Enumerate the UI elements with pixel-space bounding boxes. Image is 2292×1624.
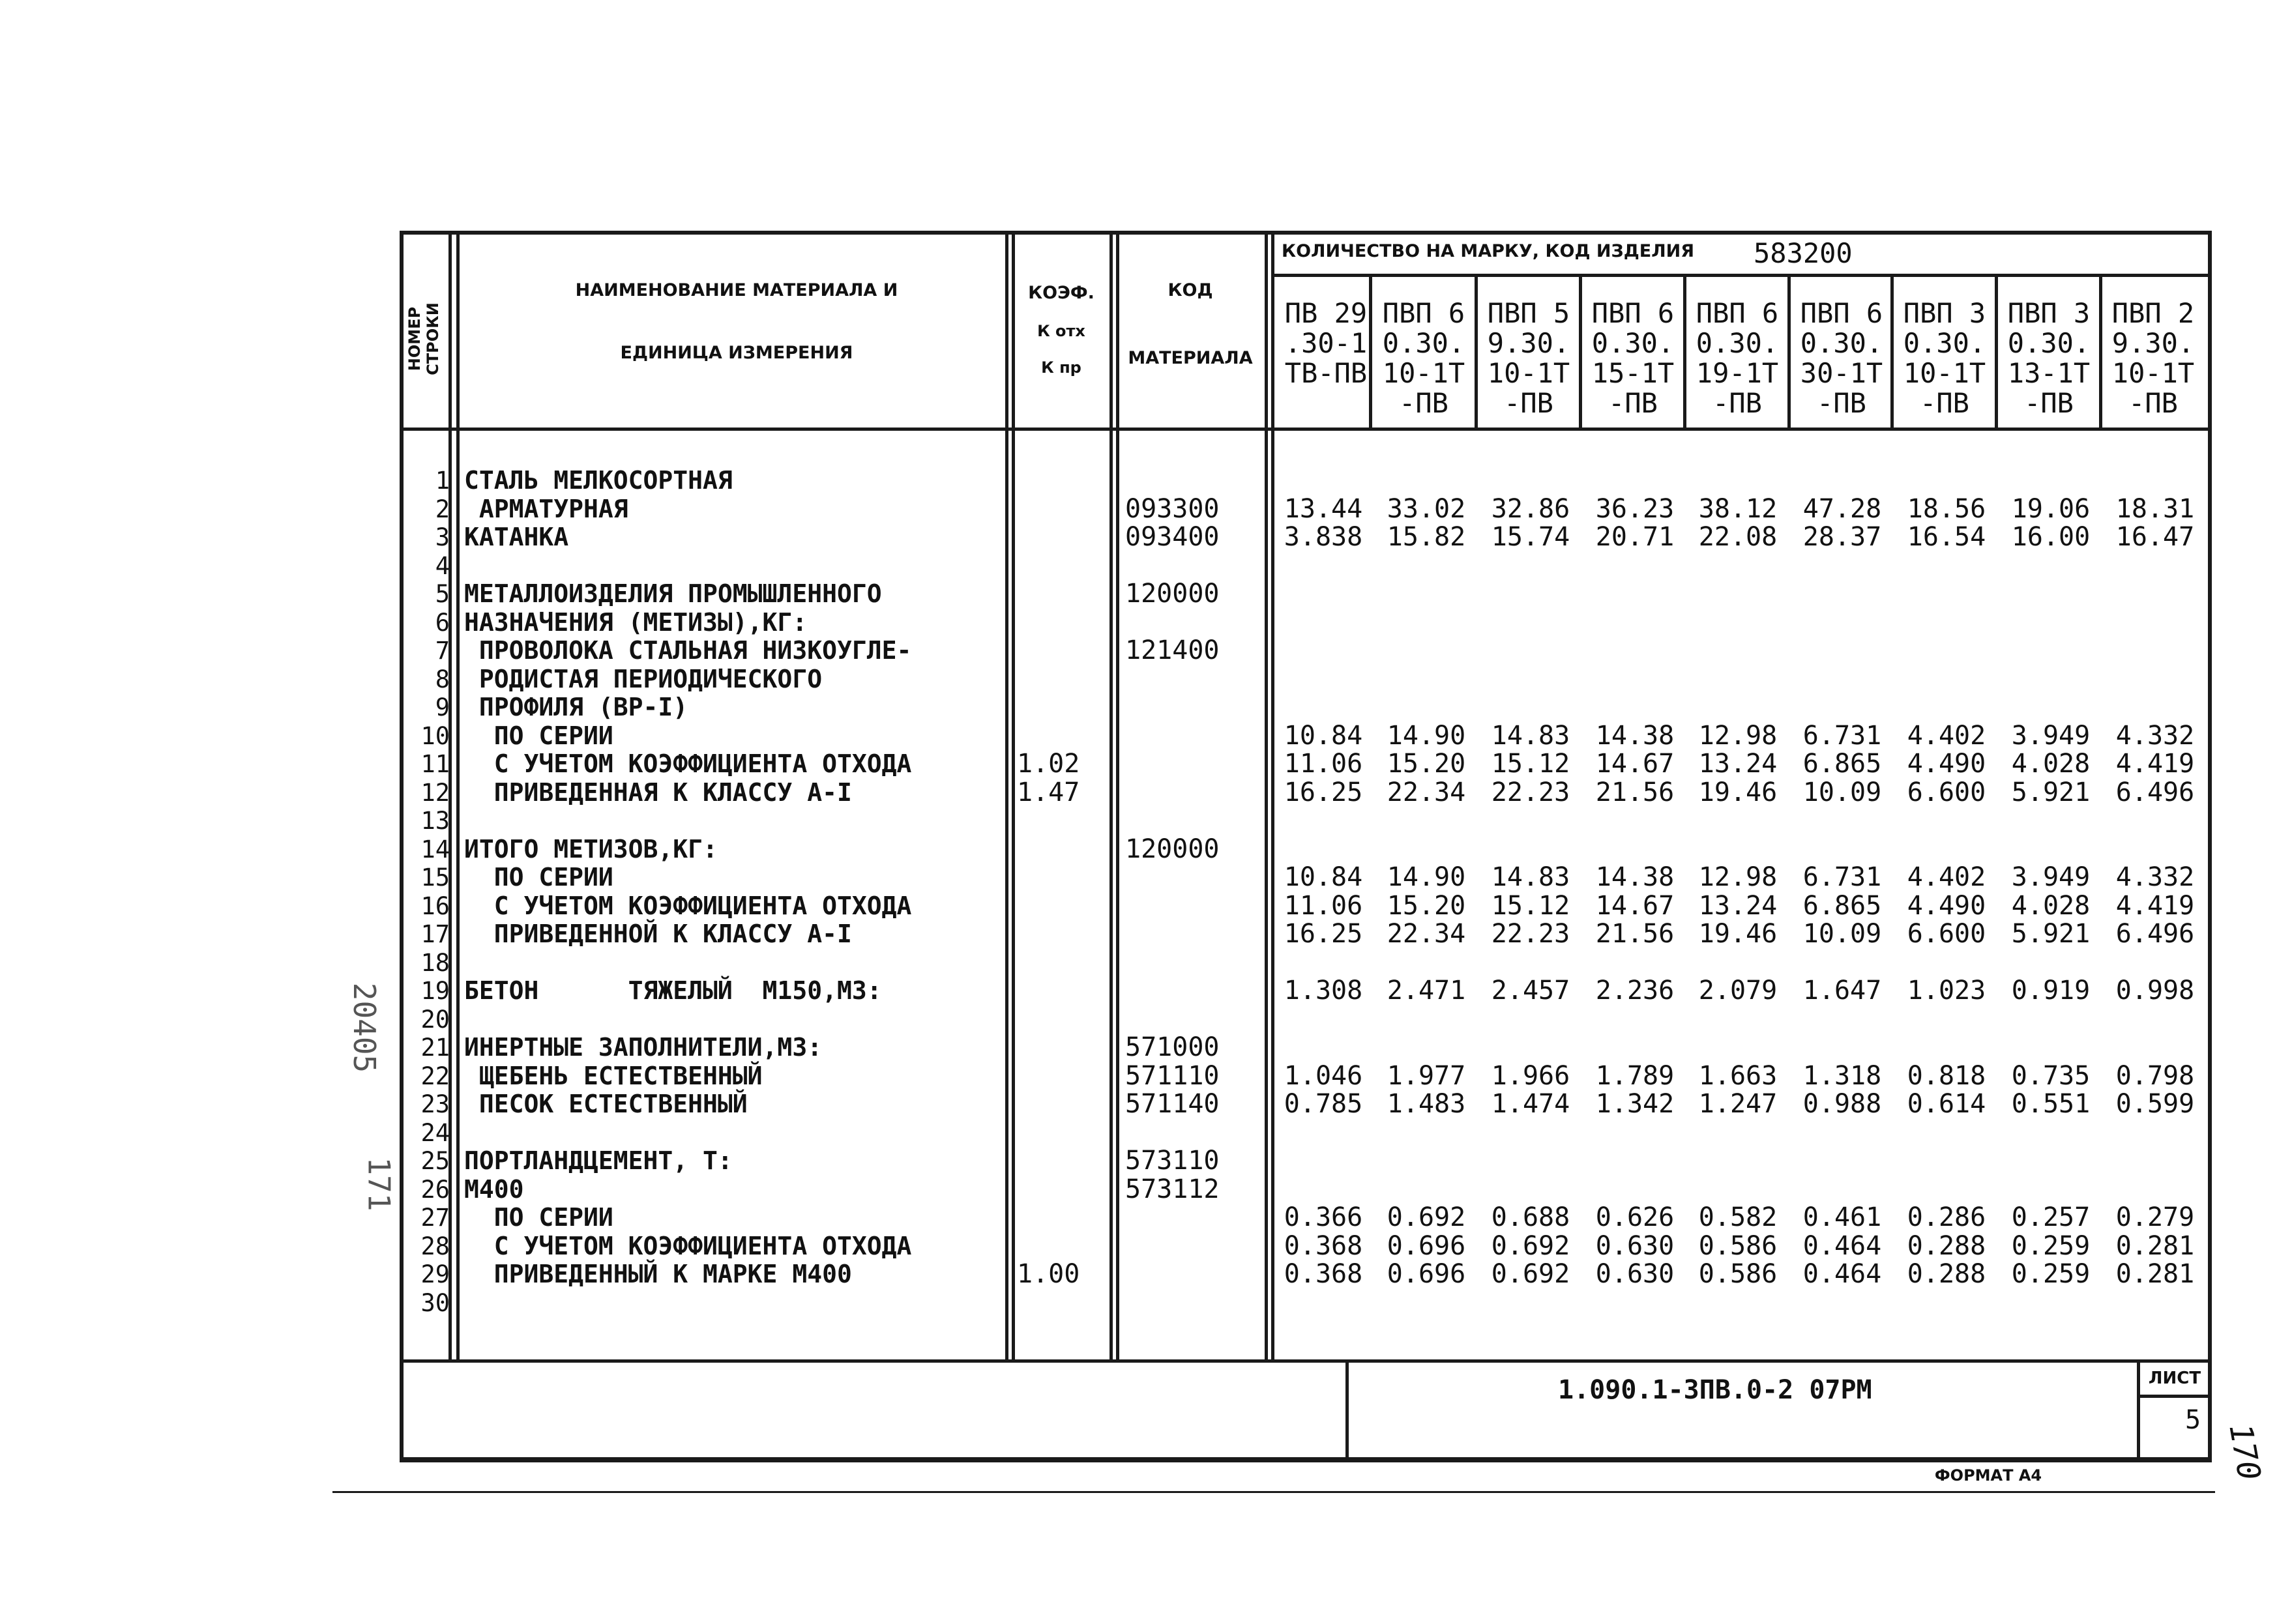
quantity-value: 4.402	[1907, 720, 1986, 751]
format-label: ФОРМАТ А4	[1934, 1466, 2042, 1485]
quantity-value: 12.98	[1698, 720, 1778, 751]
quantity-value: 10.09	[1802, 919, 1882, 949]
sheet-label: ЛИСТ	[2148, 1369, 2201, 1388]
quantity-value: 13.24	[1698, 890, 1778, 921]
quantity-value: 21.56	[1595, 919, 1675, 949]
coef-header-line1: КОЭФ.	[1028, 283, 1095, 303]
material-name: НАЗНАЧЕНИЯ (МЕТИЗЫ),КГ:	[464, 607, 808, 637]
quantity-value: 22.23	[1491, 919, 1570, 949]
divider	[2137, 1395, 2212, 1398]
material-code: 573110	[1125, 1146, 1220, 1176]
quantity-title: КОЛИЧЕСТВО НА МАРКУ, КОД ИЗДЕЛИЯ	[1282, 241, 1695, 261]
product-code: 583200	[1754, 237, 1853, 269]
quantity-value: 0.259	[2011, 1259, 2091, 1289]
row-number: 15	[420, 863, 450, 892]
material-code: 120000	[1125, 579, 1220, 609]
row-number: 16	[420, 892, 450, 920]
quantity-value: 13.24	[1698, 749, 1778, 779]
quantity-value: 1.483	[1387, 1089, 1466, 1119]
quantity-value: 0.919	[2011, 976, 2091, 1006]
material-code: 571110	[1125, 1060, 1220, 1091]
quantity-value: 0.464	[1802, 1259, 1882, 1289]
quantity-value: 18.56	[1907, 493, 1986, 524]
quantity-value: 6.731	[1802, 720, 1882, 751]
coefficient: 1.47	[1017, 777, 1080, 807]
row-number: 30	[420, 1288, 450, 1317]
quantity-value: 33.02	[1387, 493, 1466, 524]
coefficient: 1.00	[1017, 1259, 1080, 1289]
material-name: М400	[464, 1174, 524, 1204]
mark-column-header: ПВП 3 0.30. 13-1Т -ПВ	[2007, 297, 2091, 419]
quantity-value: 21.56	[1595, 777, 1675, 807]
quantity-value: 0.286	[1907, 1202, 1986, 1232]
row-number: 14	[420, 835, 450, 863]
quantity-value: 0.692	[1491, 1259, 1570, 1289]
quantity-value: 0.586	[1698, 1230, 1778, 1261]
quantity-value: 1.977	[1387, 1060, 1466, 1091]
quantity-value: 1.789	[1595, 1060, 1675, 1091]
quantity-value: 1.342	[1595, 1089, 1675, 1119]
quantity-value: 0.735	[2011, 1060, 2091, 1091]
quantity-value: 16.00	[2011, 522, 2091, 552]
mark-column-header: ПВП 6 0.30. 30-1Т -ПВ	[1800, 297, 1883, 419]
name-header-line2: ЕДИНИЦА ИЗМЕРЕНИЯ	[620, 343, 853, 363]
row-number: 11	[420, 750, 450, 778]
quantity-value: 6.600	[1907, 919, 1986, 949]
quantity-value: 6.496	[2115, 919, 2195, 949]
quantity-value: 5.921	[2011, 919, 2091, 949]
row-number: 19	[420, 977, 450, 1005]
row-number: 24	[420, 1118, 450, 1147]
divider	[400, 428, 2212, 431]
quantity-value: 18.31	[2115, 493, 2195, 524]
quantity-value: 0.288	[1907, 1259, 1986, 1289]
quantity-value: 4.028	[2011, 749, 2091, 779]
material-name: ПРИВЕДЕННЫЙ К МАРКЕ М400	[464, 1260, 852, 1288]
quantity-value: 0.368	[1284, 1230, 1363, 1261]
quantity-value: 22.34	[1387, 919, 1466, 949]
row-number: 1	[435, 467, 450, 495]
row-number: 2	[435, 495, 450, 523]
material-code: 121400	[1125, 635, 1220, 665]
quantity-value: 47.28	[1802, 493, 1882, 524]
quantity-value: 38.12	[1698, 493, 1778, 524]
row-number: 25	[420, 1147, 450, 1175]
material-name: ИНЕРТНЫЕ ЗАПОЛНИТЕЛИ,М3:	[464, 1033, 823, 1062]
quantity-value: 16.25	[1284, 777, 1363, 807]
material-code: 571000	[1125, 1032, 1220, 1062]
quantity-value: 15.74	[1491, 522, 1570, 552]
quantity-value: 10.09	[1802, 777, 1882, 807]
material-name: ПО СЕРИИ	[464, 721, 613, 750]
quantity-value: 4.332	[2115, 720, 2195, 751]
material-name: ПЕСОК ЕСТЕСТВЕННЫЙ	[464, 1090, 748, 1118]
quantity-value: 0.586	[1698, 1259, 1778, 1289]
divider	[456, 231, 460, 1362]
material-code: 573112	[1125, 1174, 1220, 1204]
row-number: 7	[435, 637, 450, 665]
quantity-value: 14.38	[1595, 862, 1675, 892]
material-name: ИТОГО МЕТИЗОВ,КГ:	[464, 834, 718, 863]
material-code: 093300	[1125, 493, 1220, 524]
quantity-value: 15.12	[1491, 890, 1570, 921]
quantity-value: 19.46	[1698, 919, 1778, 949]
divider	[332, 1491, 2215, 1493]
material-name: ПРОФИЛЯ (ВР-I)	[464, 693, 688, 721]
quantity-value: 11.06	[1284, 890, 1363, 921]
code-header-line2: МАТЕРИАЛА	[1128, 348, 1253, 368]
quantity-value: 0.692	[1491, 1230, 1570, 1261]
quantity-value: 36.23	[1595, 493, 1675, 524]
material-name: БЕТОН ТЯЖЕЛЫЙ М150,М3:	[464, 976, 882, 1005]
corner-number: 170	[2222, 1421, 2268, 1483]
quantity-value: 16.25	[1284, 919, 1363, 949]
quantity-value: 4.332	[2115, 862, 2195, 892]
quantity-value: 0.785	[1284, 1089, 1363, 1119]
mark-column-header: ПВП 5 9.30. 10-1Т -ПВ	[1487, 297, 1570, 419]
quantity-value: 15.20	[1387, 749, 1466, 779]
row-number: 9	[435, 693, 450, 721]
quantity-value: 6.865	[1802, 749, 1882, 779]
quantity-value: 0.281	[2115, 1259, 2195, 1289]
quantity-value: 4.028	[2011, 890, 2091, 921]
quantity-value: 0.279	[2115, 1202, 2195, 1232]
row-number: 26	[420, 1175, 450, 1204]
quantity-value: 14.83	[1491, 720, 1570, 751]
row-number: 27	[420, 1204, 450, 1232]
quantity-value: 19.06	[2011, 493, 2091, 524]
quantity-value: 20.71	[1595, 522, 1675, 552]
divider	[1116, 231, 1119, 1362]
material-name: ПРИВЕДЕННОЙ К КЛАССУ А-I	[464, 920, 852, 948]
quantity-value: 0.630	[1595, 1230, 1675, 1261]
quantity-value: 6.865	[1802, 890, 1882, 921]
quantity-value: 1.318	[1802, 1060, 1882, 1091]
mark-column-header: ПВП 6 0.30. 10-1Т -ПВ	[1382, 297, 1465, 419]
quantity-value: 2.079	[1698, 976, 1778, 1006]
quantity-value: 14.90	[1387, 720, 1466, 751]
mark-column-header: ПВП 3 0.30. 10-1Т -ПВ	[1903, 297, 1986, 419]
row-number: 5	[435, 580, 450, 608]
quantity-value: 0.998	[2115, 976, 2195, 1006]
quantity-value: 19.46	[1698, 777, 1778, 807]
quantity-value: 15.20	[1387, 890, 1466, 921]
quantity-value: 10.84	[1284, 720, 1363, 751]
material-name: КАТАНКА	[464, 523, 569, 551]
quantity-value: 2.236	[1595, 976, 1675, 1006]
quantity-value: 1.308	[1284, 976, 1363, 1006]
name-header-line1: НАИМЕНОВАНИЕ МАТЕРИАЛА И	[575, 280, 898, 300]
quantity-value: 16.54	[1907, 522, 1986, 552]
quantity-value: 14.67	[1595, 749, 1675, 779]
row-number: 29	[420, 1260, 450, 1288]
quantity-value: 1.966	[1491, 1060, 1570, 1091]
quantity-value: 0.692	[1387, 1202, 1466, 1232]
quantity-value: 0.368	[1284, 1259, 1363, 1289]
quantity-value: 32.86	[1491, 493, 1570, 524]
quantity-value: 1.023	[1907, 976, 1986, 1006]
quantity-value: 14.67	[1595, 890, 1675, 921]
code-header-line1: КОД	[1168, 280, 1213, 300]
document-code: 1.090.1-3ПВ.0-2 07РМ	[1558, 1375, 1872, 1405]
quantity-value: 1.474	[1491, 1089, 1570, 1119]
material-name: С УЧЕТОМ КОЭФФИЦИЕНТА ОТХОДА	[464, 749, 912, 778]
row-number: 28	[420, 1232, 450, 1260]
material-name: СТАЛЬ МЕЛКОСОРТНАЯ	[464, 466, 733, 495]
quantity-value: 0.288	[1907, 1230, 1986, 1261]
quantity-value: 2.457	[1491, 976, 1570, 1006]
quantity-value: 22.34	[1387, 777, 1466, 807]
row-number: 23	[420, 1090, 450, 1118]
quantity-value: 0.688	[1491, 1202, 1570, 1232]
quantity-value: 12.98	[1698, 862, 1778, 892]
quantity-value: 22.23	[1491, 777, 1570, 807]
row-number-header: НОМЕР СТРОКИ	[405, 302, 442, 375]
divider	[1345, 1362, 1349, 1462]
coef-header-line2: К отх	[1037, 322, 1085, 340]
quantity-value: 4.402	[1907, 862, 1986, 892]
quantity-value: 14.38	[1595, 720, 1675, 751]
quantity-value: 0.257	[2011, 1202, 2091, 1232]
side-stamp: 171	[361, 1157, 397, 1211]
quantity-value: 5.921	[2011, 777, 2091, 807]
quantity-value: 6.496	[2115, 777, 2195, 807]
row-number: 10	[420, 721, 450, 750]
quantity-value: 11.06	[1284, 749, 1363, 779]
quantity-value: 0.582	[1698, 1202, 1778, 1232]
quantity-value: 6.731	[1802, 862, 1882, 892]
quantity-value: 3.838	[1284, 522, 1363, 552]
mark-column-header: ПВП 6 0.30. 15-1Т -ПВ	[1591, 297, 1675, 419]
divider	[1271, 274, 2212, 277]
quantity-value: 22.08	[1698, 522, 1778, 552]
quantity-value: 0.696	[1387, 1259, 1466, 1289]
divider	[2137, 1362, 2140, 1462]
mark-column-header: ПВП 6 0.30. 19-1Т -ПВ	[1696, 297, 1779, 419]
material-code: 571140	[1125, 1089, 1220, 1119]
quantity-value: 0.988	[1802, 1089, 1882, 1119]
quantity-value: 0.798	[2115, 1060, 2195, 1091]
quantity-value: 4.419	[2115, 749, 2195, 779]
quantity-value: 1.247	[1698, 1089, 1778, 1119]
quantity-value: 0.696	[1387, 1230, 1466, 1261]
quantity-value: 0.461	[1802, 1202, 1882, 1232]
quantity-value: 4.419	[2115, 890, 2195, 921]
material-code: 093400	[1125, 522, 1220, 552]
mark-column-header: ПВП 2 9.30. 10-1Т -ПВ	[2111, 297, 2195, 419]
quantity-value: 0.630	[1595, 1259, 1675, 1289]
quantity-value: 6.600	[1907, 777, 1986, 807]
quantity-value: 10.84	[1284, 862, 1363, 892]
quantity-value: 1.663	[1698, 1060, 1778, 1091]
material-name: С УЧЕТОМ КОЭФФИЦИЕНТА ОТХОДА	[464, 891, 912, 920]
quantity-value: 16.47	[2115, 522, 2195, 552]
quantity-value: 14.90	[1387, 862, 1466, 892]
quantity-value: 0.366	[1284, 1202, 1363, 1232]
material-name: АРМАТУРНАЯ	[464, 494, 628, 523]
material-name: ЩЕБЕНЬ ЕСТЕСТВЕННЫЙ	[464, 1061, 763, 1090]
quantity-value: 0.818	[1907, 1060, 1986, 1091]
coefficient: 1.02	[1017, 749, 1080, 779]
divider	[400, 1457, 2212, 1460]
row-number: 21	[420, 1034, 450, 1062]
quantity-value: 3.949	[2011, 862, 2091, 892]
row-number: 22	[420, 1062, 450, 1090]
quantity-value: 14.83	[1491, 862, 1570, 892]
quantity-value: 1.046	[1284, 1060, 1363, 1091]
row-number: 3	[435, 523, 450, 551]
quantity-value: 0.626	[1595, 1202, 1675, 1232]
row-number: 18	[420, 948, 450, 977]
coef-header-line3: К пр	[1041, 358, 1081, 377]
sheet-number: 5	[2185, 1405, 2201, 1435]
material-name: РОДИСТАЯ ПЕРИОДИЧЕСКОГО	[464, 664, 823, 693]
row-number: 12	[420, 778, 450, 807]
row-number: 20	[420, 1005, 450, 1034]
material-name: ПРИВЕДЕННАЯ К КЛАССУ А-I	[464, 777, 852, 807]
divider	[1265, 231, 1268, 1362]
quantity-value: 4.490	[1907, 890, 1986, 921]
mark-column-header: ПВ 29 .30-1 ТВ-ПВ	[1284, 297, 1368, 389]
material-name: ПО СЕРИИ	[464, 863, 613, 892]
quantity-value: 3.949	[2011, 720, 2091, 751]
quantity-value: 0.599	[2115, 1089, 2195, 1119]
row-number: 4	[435, 551, 450, 580]
material-code: 120000	[1125, 834, 1220, 864]
row-number: 8	[435, 665, 450, 693]
material-name: ПОРТЛАНДЦЕМЕНТ, Т:	[464, 1146, 733, 1175]
row-number: 13	[420, 807, 450, 835]
quantity-value: 15.12	[1491, 749, 1570, 779]
quantity-value: 0.281	[2115, 1230, 2195, 1261]
quantity-value: 0.614	[1907, 1089, 1986, 1119]
side-stamp: 20405	[347, 982, 383, 1073]
quantity-value: 4.490	[1907, 749, 1986, 779]
material-name: МЕТАЛЛОИЗДЕЛИЯ ПРОМЫШЛЕННОГО	[464, 579, 882, 608]
row-number: 6	[435, 608, 450, 637]
material-name: ПО СЕРИИ	[464, 1203, 613, 1232]
quantity-value: 0.551	[2011, 1089, 2091, 1119]
quantity-value: 15.82	[1387, 522, 1466, 552]
divider	[400, 1359, 2212, 1363]
quantity-value: 13.44	[1284, 493, 1363, 524]
quantity-value: 28.37	[1802, 522, 1882, 552]
material-name: С УЧЕТОМ КОЭФФИЦИЕНТА ОТХОДА	[464, 1231, 912, 1260]
quantity-value: 0.259	[2011, 1230, 2091, 1261]
quantity-value: 2.471	[1387, 976, 1466, 1006]
material-name: ПРОВОЛОКА СТАЛЬНАЯ НИЗКОУГЛЕ-	[464, 636, 912, 665]
quantity-value: 0.464	[1802, 1230, 1882, 1261]
quantity-value: 1.647	[1802, 976, 1882, 1006]
row-number: 17	[420, 920, 450, 948]
